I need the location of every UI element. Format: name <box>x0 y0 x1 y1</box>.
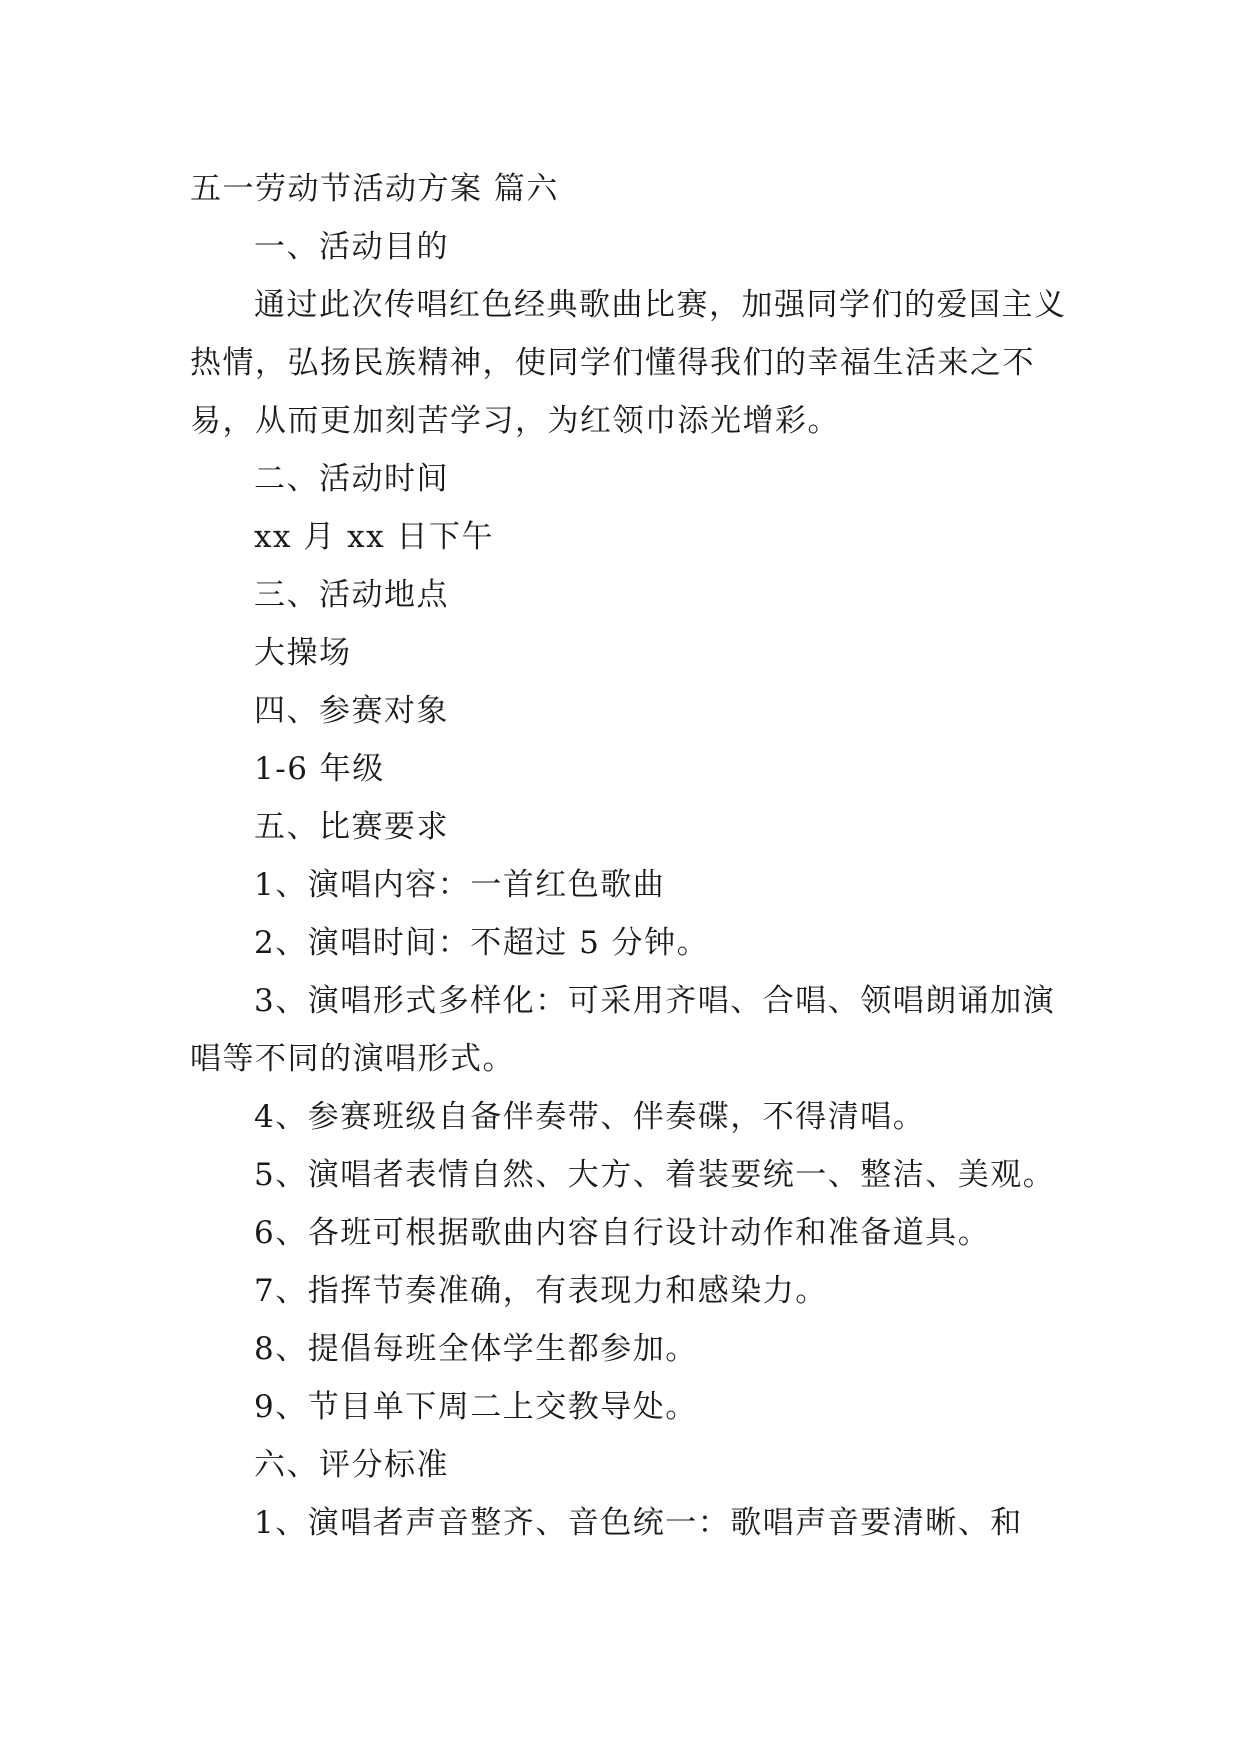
requirement-item-8: 8、提倡每班全体学生都参加。 <box>254 1331 698 1367</box>
requirement-item-7: 7、指挥节奏准确，有表现力和感染力。 <box>254 1273 828 1309</box>
requirement-item-4: 4、参赛班级自备伴奏带、伴奏碟，不得清唱。 <box>254 1099 926 1135</box>
document-title: 五一劳动节活动方案 篇六 <box>190 171 559 207</box>
requirement-item-6: 6、各班可根据歌曲内容自行设计动作和准备道具。 <box>254 1215 991 1251</box>
section-heading-scoring: 六、评分标准 <box>254 1447 449 1483</box>
requirement-item-3: 3、演唱形式多样化：可采用齐唱、合唱、领唱朗诵加演唱等不同的演唱形式。 <box>190 983 1056 1077</box>
section-heading-requirements: 五、比赛要求 <box>254 809 449 845</box>
section-text-participants: 1-6 年级 <box>254 751 385 787</box>
requirement-item-9: 9、节目单下周二上交教导处。 <box>254 1389 698 1425</box>
requirement-item-5: 5、演唱者表情自然、大方、着装要统一、整洁、美观。 <box>254 1157 1056 1193</box>
section-heading-place: 三、活动地点 <box>254 577 449 613</box>
section-heading-time: 二、活动时间 <box>254 461 449 497</box>
scoring-item-1: 1、演唱者声音整齐、音色统一：歌唱声音要清晰、和 <box>254 1505 1023 1541</box>
requirement-item-2: 2、演唱时间：不超过 5 分钟。 <box>254 925 710 961</box>
document-body <box>190 160 1070 1552</box>
section-text-goal: 通过此次传唱红色经典歌曲比赛，加强同学们的爱国主义热情，弘扬民族精神，使同学们懂得我们的幸福生活来之不易，从而更加刻苦学习，为红领巾添光增彩。 <box>190 287 1067 439</box>
requirement-item-1: 1、演唱内容：一首红色歌曲 <box>254 867 666 903</box>
section-text-place: 大操场 <box>254 635 352 671</box>
section-text-time: xx 月 xx 日下午 <box>254 519 494 555</box>
section-heading-participants: 四、参赛对象 <box>254 693 449 729</box>
section-heading-goal: 一、活动目的 <box>254 229 449 265</box>
